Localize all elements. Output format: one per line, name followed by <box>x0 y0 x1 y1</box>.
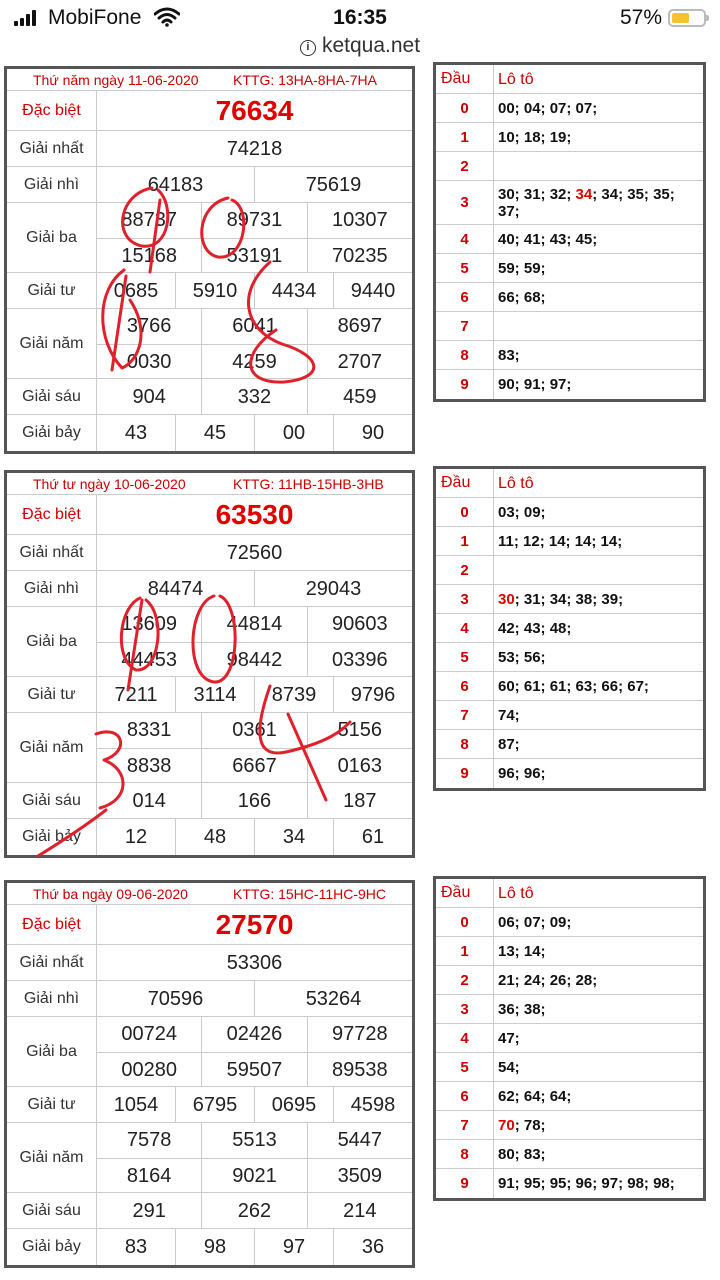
prize-label: Giải ba <box>7 203 97 272</box>
prize-number: 3509 <box>307 1159 412 1193</box>
prize-number: 904 <box>132 385 166 408</box>
prize-number: 8739 <box>254 677 333 713</box>
loto-head-digit: 0 <box>436 498 494 526</box>
loto-numbers: 10; 18; 19; <box>498 128 572 146</box>
prize-row-fifth <box>7 309 412 379</box>
loto-numbers: 40; 41; 43; 45; <box>498 230 598 248</box>
loto-table <box>433 466 706 791</box>
loto-highlight: 70 <box>498 1116 515 1134</box>
prize-number: 8697 <box>307 309 412 344</box>
prize-number: 43 <box>124 421 148 444</box>
loto-numbers: 59; 59; <box>498 259 546 277</box>
prize-number: 6795 <box>175 1087 254 1123</box>
prize-number: 0163 <box>307 749 412 783</box>
prize-row-special <box>7 495 412 535</box>
prize-number: 00 <box>254 415 333 451</box>
prize-number: 48 <box>175 819 254 855</box>
loto-head-digit: 6 <box>436 672 494 700</box>
prize-number: 0685 <box>113 279 159 302</box>
loto-numbers: 62; 64; 64; <box>498 1087 572 1105</box>
prize-number: 70235 <box>307 239 412 273</box>
prize-number: 74218 <box>226 137 283 160</box>
prize-number: 98442 <box>201 643 306 677</box>
prize-number: 83 <box>124 1235 148 1258</box>
loto-numbers: 96; 96; <box>498 765 546 782</box>
prize-number: 332 <box>201 379 306 415</box>
prize-number: 59507 <box>201 1053 306 1087</box>
prize-number: 459 <box>307 379 412 415</box>
prize-row-sixth <box>7 783 412 819</box>
prize-number: 8838 <box>126 754 172 777</box>
loto-head-label: Đầu <box>436 879 494 907</box>
prize-number: 9440 <box>333 273 412 309</box>
loto-header <box>436 65 703 94</box>
prize-number: 97 <box>254 1229 333 1265</box>
loto-numbers: 66; 68; <box>498 288 546 306</box>
loto-row <box>436 94 703 123</box>
prize-number: 02426 <box>201 1017 306 1052</box>
loto-head-digit: 8 <box>436 341 494 369</box>
loto-numbers: 11; 12; 14; 14; 14; <box>498 532 623 550</box>
prize-number: 76634 <box>215 95 294 126</box>
loto-head-digit: 3 <box>436 995 494 1023</box>
clock: 16:35 <box>333 6 387 29</box>
prize-number: 61 <box>333 819 412 855</box>
loto-row <box>436 1082 703 1111</box>
loto-row <box>436 937 703 966</box>
loto-head-digit: 1 <box>436 527 494 555</box>
loto-row <box>436 759 703 788</box>
prize-row-first <box>7 131 412 167</box>
prize-row-fifth <box>7 1123 412 1193</box>
loto-row <box>436 152 703 181</box>
prize-row-third <box>7 203 412 273</box>
draw-header <box>7 473 412 495</box>
prize-number: 89731 <box>201 203 306 238</box>
prize-label: Giải nhất <box>7 131 97 166</box>
loto-numbers: 87; <box>498 735 520 753</box>
prize-label: Giải nhì <box>7 167 97 202</box>
loto-row <box>436 312 703 341</box>
prize-number: 2707 <box>307 345 412 379</box>
draw-kttg: KTTG: 15HC-11HC-9HC <box>233 886 386 902</box>
loto-numbers: 91; 95; 95; 96; 97; 98; 98; <box>498 1175 675 1192</box>
loto-row <box>436 498 703 527</box>
prize-number: 70596 <box>147 987 204 1010</box>
prize-number: 44814 <box>201 607 306 642</box>
prize-number: 9021 <box>201 1159 306 1193</box>
prize-label: Giải nhì <box>7 981 97 1016</box>
prize-number: 98 <box>175 1229 254 1265</box>
prize-number: 4434 <box>254 273 333 309</box>
prize-number: 8164 <box>126 1164 172 1187</box>
prize-row-second <box>7 981 412 1017</box>
loto-numbers: 70; 78; <box>498 1116 546 1134</box>
loto-header <box>436 879 703 908</box>
prize-number: 15168 <box>121 244 177 267</box>
battery-icon <box>668 9 706 27</box>
prize-number: 27570 <box>215 909 294 940</box>
loto-numbers: 06; 07; 09; <box>498 913 572 931</box>
prize-number: 7578 <box>126 1129 172 1151</box>
loto-head-digit: 9 <box>436 370 494 399</box>
prize-number: 90 <box>333 415 412 451</box>
prize-number: 5156 <box>307 713 412 748</box>
prize-number: 97728 <box>307 1017 412 1052</box>
loto-head-digit: 0 <box>436 908 494 936</box>
prize-number: 53306 <box>226 951 283 974</box>
loto-highlight: 30 <box>498 590 515 608</box>
loto-head-digit: 8 <box>436 1140 494 1168</box>
prize-number: 5910 <box>175 273 254 309</box>
loto-row <box>436 1024 703 1053</box>
prize-number: 187 <box>307 783 412 819</box>
result-table <box>4 880 415 1268</box>
draw-header <box>7 883 412 905</box>
loto-head-digit: 4 <box>436 1024 494 1052</box>
prize-label: Giải sáu <box>7 1193 97 1228</box>
loto-title: Lô tô <box>498 70 534 88</box>
loto-head-digit: 6 <box>436 1082 494 1110</box>
result-table <box>4 470 415 858</box>
prize-row-fifth <box>7 713 412 783</box>
prize-number: 0695 <box>254 1087 333 1123</box>
prize-number: 1054 <box>113 1093 159 1116</box>
prize-number: 9796 <box>333 677 412 713</box>
loto-numbers: 74; <box>498 706 520 724</box>
loto-row <box>436 614 703 643</box>
loto-head-digit: 3 <box>436 181 494 224</box>
loto-head-digit: 2 <box>436 556 494 584</box>
battery-percent: 57% <box>619 6 662 29</box>
loto-head-digit: 5 <box>436 1053 494 1081</box>
loto-row <box>436 643 703 672</box>
loto-table <box>433 876 706 1201</box>
prize-label: Giải nhất <box>7 945 97 980</box>
loto-row <box>436 672 703 701</box>
prize-number: 90603 <box>307 607 412 642</box>
prize-row-sixth <box>7 1193 412 1229</box>
prize-number: 34 <box>254 819 333 855</box>
loto-numbers <box>498 312 699 340</box>
prize-row-first <box>7 535 412 571</box>
prize-label: Đặc biệt <box>7 905 97 944</box>
loto-numbers <box>498 556 699 584</box>
prize-number: 44453 <box>121 648 177 671</box>
loto-head-digit: 4 <box>436 614 494 642</box>
loto-row <box>436 966 703 995</box>
prize-label: Giải năm <box>7 309 97 378</box>
draw-date[interactable]: Thứ ba ngày 09-06-2020 <box>33 886 188 902</box>
loto-head-digit: 2 <box>436 966 494 994</box>
status-bar <box>0 0 720 36</box>
loto-row <box>436 701 703 730</box>
loto-head-digit: 7 <box>436 701 494 729</box>
prize-number: 4259 <box>201 345 306 379</box>
prize-label: Giải tư <box>7 1087 97 1122</box>
loto-numbers: 47; <box>498 1029 520 1047</box>
loto-highlight: 34 <box>575 185 593 203</box>
prize-number: 45 <box>175 415 254 451</box>
loto-head-digit: 2 <box>436 152 494 180</box>
prize-number: 64183 <box>147 173 204 196</box>
prize-row-third <box>7 1017 412 1087</box>
prize-label: Giải sáu <box>7 783 97 818</box>
prize-label: Giải năm <box>7 1123 97 1192</box>
prize-row-fourth <box>7 1087 412 1123</box>
prize-number: 03396 <box>307 643 412 677</box>
result-table <box>4 66 415 454</box>
loto-row <box>436 341 703 370</box>
loto-row <box>436 556 703 585</box>
loto-table <box>433 62 706 402</box>
loto-head-digit: 5 <box>436 254 494 282</box>
prize-number: 89538 <box>307 1053 412 1087</box>
loto-head-digit: 0 <box>436 94 494 122</box>
loto-row <box>436 1169 703 1198</box>
draw-date[interactable]: Thứ năm ngày 11-06-2020 <box>33 72 199 88</box>
loto-numbers: 13; 14; <box>498 942 546 960</box>
loto-numbers: 30; 31; 34; 38; 39; <box>498 590 624 608</box>
prize-label: Giải ba <box>7 607 97 676</box>
loto-numbers: 03; 09; <box>498 503 546 521</box>
prize-row-special <box>7 905 412 945</box>
loto-row <box>436 1053 703 1082</box>
prize-label: Giải bảy <box>7 1229 97 1265</box>
draw-kttg: KTTG: 13HA-8HA-7HA <box>233 72 377 88</box>
loto-row <box>436 585 703 614</box>
prize-number: 36 <box>333 1229 412 1265</box>
loto-head-digit: 7 <box>436 312 494 340</box>
prize-row-special <box>7 91 412 131</box>
loto-head-digit: 8 <box>436 730 494 758</box>
prize-label: Giải nhì <box>7 571 97 606</box>
prize-number: 00280 <box>121 1058 177 1081</box>
prize-number: 4598 <box>333 1087 412 1123</box>
prize-number: 166 <box>201 783 306 819</box>
loto-head-digit: 1 <box>436 937 494 965</box>
prize-number: 0030 <box>126 350 172 373</box>
prize-number: 291 <box>132 1199 166 1222</box>
prize-label: Giải tư <box>7 273 97 308</box>
loto-row <box>436 283 703 312</box>
prize-number: 214 <box>307 1193 412 1229</box>
loto-header <box>436 469 703 498</box>
prize-label: Đặc biệt <box>7 495 97 534</box>
loto-numbers: 54; <box>498 1058 520 1076</box>
prize-row-second <box>7 571 412 607</box>
loto-numbers: 21; 24; 26; 28; <box>498 971 598 989</box>
prize-number: 5447 <box>307 1123 412 1158</box>
loto-head-digit: 3 <box>436 585 494 613</box>
prize-number: 63530 <box>215 499 294 530</box>
prize-number: 72560 <box>226 541 283 564</box>
prize-label: Giải nhất <box>7 535 97 570</box>
loto-numbers <box>498 152 699 180</box>
draw-date[interactable]: Thứ tư ngày 10-06-2020 <box>33 476 186 492</box>
prize-number: 7211 <box>114 683 158 706</box>
prize-number: 29043 <box>254 571 412 607</box>
prize-number: 014 <box>132 789 166 812</box>
loto-row <box>436 527 703 556</box>
info-icon[interactable]: i <box>300 40 316 56</box>
loto-numbers: 60; 61; 61; 63; 66; 67; <box>498 677 649 695</box>
loto-head-digit: 9 <box>436 1169 494 1198</box>
prize-number: 8331 <box>126 719 172 741</box>
draw-header <box>7 69 412 91</box>
loto-title: Lô tô <box>498 884 534 902</box>
loto-row <box>436 908 703 937</box>
prize-label: Giải năm <box>7 713 97 782</box>
loto-numbers: 42; 43; 48; <box>498 619 572 637</box>
prize-label: Giải ba <box>7 1017 97 1086</box>
loto-head-digit: 6 <box>436 283 494 311</box>
loto-head-digit: 4 <box>436 225 494 253</box>
prize-number: 6667 <box>201 749 306 783</box>
url-text: ketqua.net <box>321 34 421 57</box>
loto-row <box>436 1140 703 1169</box>
loto-head-digit: 1 <box>436 123 494 151</box>
loto-row <box>436 995 703 1024</box>
loto-numbers: 83; <box>498 346 520 364</box>
prize-row-third <box>7 607 412 677</box>
loto-row <box>436 730 703 759</box>
prize-row-seventh <box>7 1229 412 1265</box>
prize-number: 12 <box>124 825 148 848</box>
loto-head-digit: 5 <box>436 643 494 671</box>
loto-head-label: Đầu <box>436 469 494 497</box>
loto-head-digit: 7 <box>436 1111 494 1139</box>
loto-numbers: 00; 04; 07; 07; <box>498 99 598 117</box>
loto-numbers: 90; 91; 97; <box>498 376 572 393</box>
prize-number: 88737 <box>121 209 177 231</box>
prize-row-seventh <box>7 415 412 451</box>
prize-number: 6041 <box>201 309 306 344</box>
loto-row <box>436 225 703 254</box>
prize-number: 00724 <box>121 1023 177 1045</box>
loto-row <box>436 370 703 399</box>
loto-numbers: 53; 56; <box>498 648 546 666</box>
prize-number: 0361 <box>201 713 306 748</box>
prize-number: 10307 <box>307 203 412 238</box>
loto-numbers: 80; 83; <box>498 1145 546 1163</box>
loto-row <box>436 123 703 152</box>
prize-number: 3766 <box>126 315 172 337</box>
loto-numbers: 36; 38; <box>498 1000 546 1018</box>
prize-row-seventh <box>7 819 412 855</box>
prize-number: 262 <box>201 1193 306 1229</box>
prize-number: 5513 <box>201 1123 306 1158</box>
carrier-name: MobiFone <box>48 6 142 29</box>
prize-row-fourth <box>7 273 412 309</box>
prize-number: 53264 <box>254 981 412 1017</box>
prize-row-first <box>7 945 412 981</box>
loto-row <box>436 1111 703 1140</box>
prize-row-fourth <box>7 677 412 713</box>
prize-number: 13609 <box>121 613 177 635</box>
prize-number: 3114 <box>175 677 254 713</box>
prize-label: Giải bảy <box>7 415 97 451</box>
prize-row-sixth <box>7 379 412 415</box>
loto-numbers: 30; 31; 32; 34; 34; 35; 35; 37; <box>498 185 675 220</box>
draw-kttg: KTTG: 11HB-15HB-3HB <box>233 476 384 492</box>
url-bar[interactable] <box>0 34 720 60</box>
prize-label: Giải bảy <box>7 819 97 855</box>
loto-row <box>436 181 703 225</box>
loto-head-label: Đầu <box>436 65 494 93</box>
prize-number: 84474 <box>147 577 204 600</box>
loto-head-digit: 9 <box>436 759 494 788</box>
prize-label: Đặc biệt <box>7 91 97 130</box>
prize-label: Giải sáu <box>7 379 97 414</box>
loto-row <box>436 254 703 283</box>
prize-row-second <box>7 167 412 203</box>
loto-title: Lô tô <box>498 474 534 492</box>
prize-label: Giải tư <box>7 677 97 712</box>
prize-number: 53191 <box>201 239 306 273</box>
prize-number: 75619 <box>254 167 412 203</box>
